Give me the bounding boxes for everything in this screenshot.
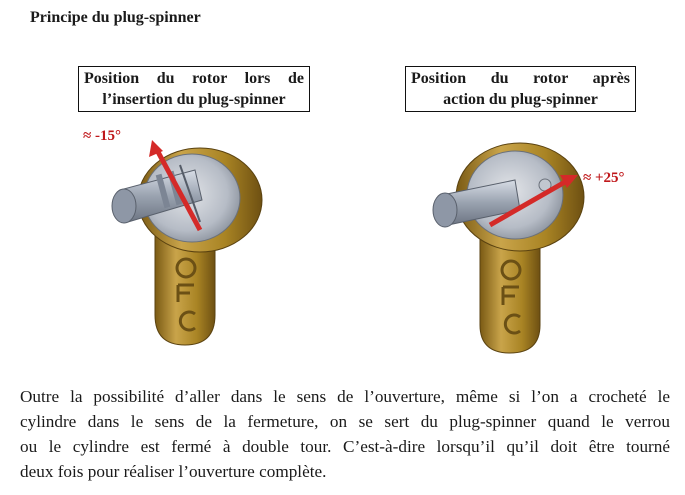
left-caption-line-2: l’insertion du plug-spinner: [102, 91, 286, 108]
right-lock-cylinder-illustration: [420, 125, 600, 360]
body-paragraph: [20, 384, 670, 484]
left-caption-box: [78, 66, 310, 112]
left-angle-label: ≈ -15°: [83, 128, 121, 144]
body-line-4: deux fois pour réaliser l’ouverture complète.: [20, 462, 327, 481]
right-caption-line-1: Position du rotor après: [411, 70, 630, 87]
right-caption-box: [405, 66, 636, 112]
right-caption-line-2: action du plug-spinner: [443, 91, 598, 108]
left-lock-cylinder-illustration: [100, 130, 280, 360]
body-line-2: cylindre dans le sens de la fermeture, on se sert du plug-spinner quand le verrou: [20, 412, 670, 431]
left-caption-line-1: Position du rotor lors de: [84, 70, 304, 87]
body-line-3: ou le cylindre est fermé à double tour. C’est-à-dire lorsqu’il qu’il doit être tourné: [20, 437, 670, 456]
body-line-1: Outre la possibilité d’aller dans le sens de l’ouverture, même si l’on a crocheté le: [20, 387, 670, 406]
page-heading: Principe du plug-spinner: [30, 9, 201, 26]
right-angle-label: ≈ +25°: [583, 170, 625, 186]
right-cylinder-body: [456, 143, 584, 353]
